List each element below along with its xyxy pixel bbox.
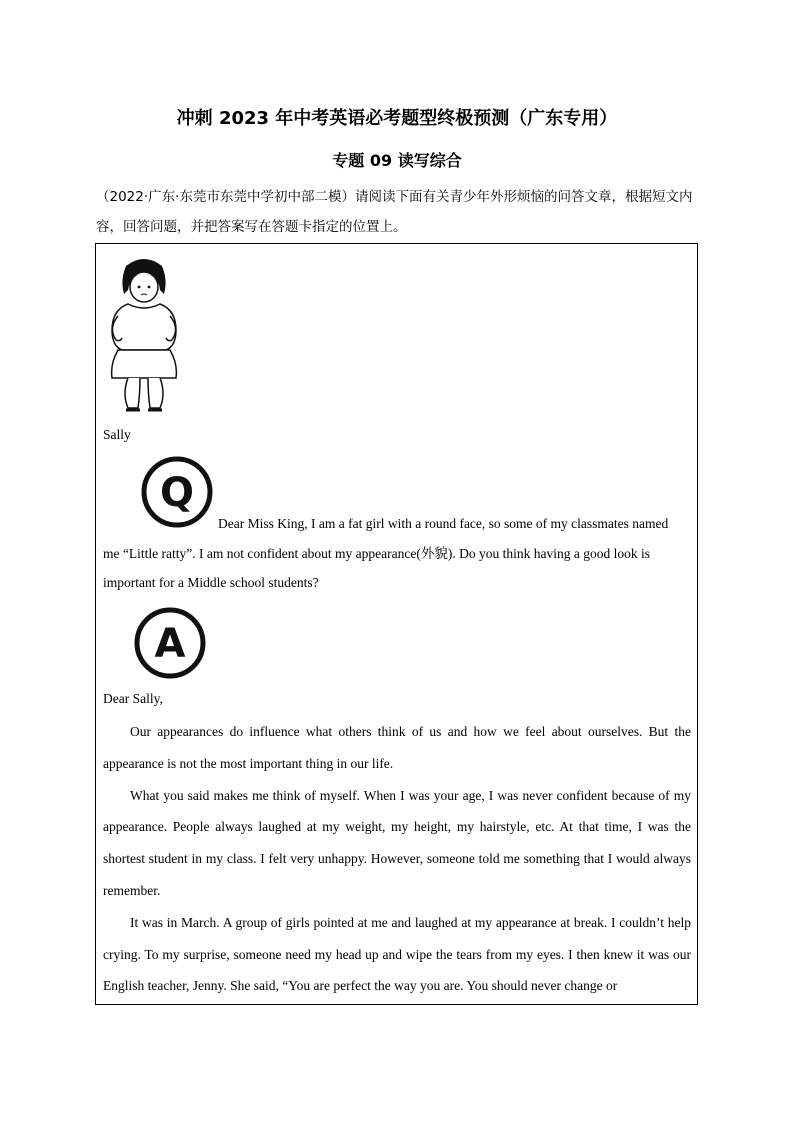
a-letter: A [154,621,186,667]
instructions: （2022·广东·东莞市东莞中学初中部二模）请阅读下面有关青少年外形烦恼的问答文章，根据短文内容，回答问题，并把答案写在答题卡指定的位置上。 [96,189,693,235]
girl-illustration [104,254,184,416]
question-line-2: me “Little ratty”. I am not confident about my appearance(外貌). Do you think having a good look is [103,546,650,561]
question-icon [139,456,217,528]
article-box [95,243,698,1005]
question-line-1: Dear Miss King, I am a fat girl with a round face, so some of my classmates named [218,516,669,531]
answer-body [103,716,691,1002]
answer-paragraph: What you said makes me think of myself. When I was your age, I was never confident because of my appearance. People always laughed at my weight, my height, my hairstyle, etc. At that time, I was the shortest student in my class. I felt very unhappy. However, someone told me something that I would always remember. [103,787,691,898]
answer-icon [132,607,210,679]
section-subtitle: 专题 09 读写综合 [332,151,462,170]
page-title: 冲刺 2023 年中考英语必考题型终极预测（广东专用） [176,108,618,129]
q-letter: Q [159,470,195,516]
greeting: Dear Sally, [103,691,163,706]
answer-paragraph: Our appearances do influence what others think of us and how we feel about ourselves. But the appearance is not the most important thing in our life. [103,724,691,771]
girl-name: Sally [103,427,131,442]
question-line-3: important for a Middle school students? [103,575,319,590]
answer-paragraph: It was in March. A group of girls pointed at me and laughed at my appearance at break. I couldn’t help crying. To my surprise, someone need my head up and wipe the tears from my eyes. I then knew it was our English teacher, Jenny. She said, “You are perfect the way you are. You should never change or [103,914,691,994]
